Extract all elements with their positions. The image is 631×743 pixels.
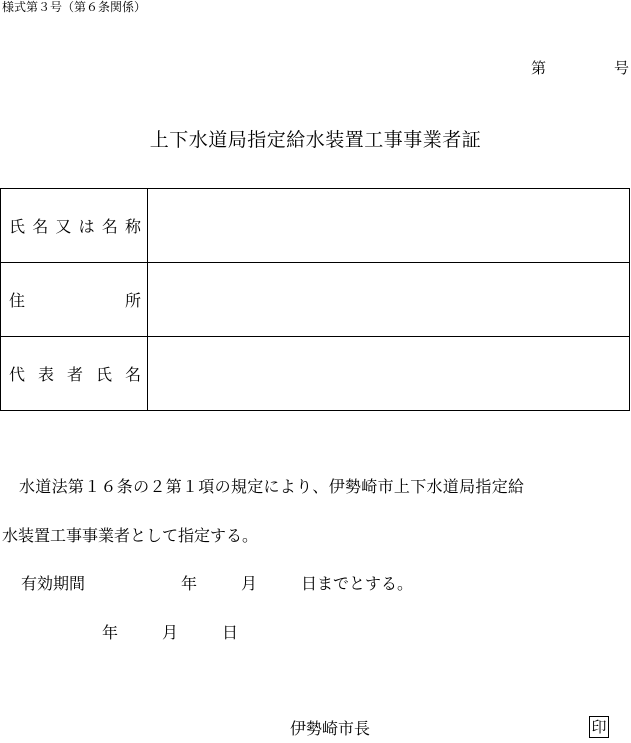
representative-value-cell[interactable] [148, 337, 630, 411]
validity-day: 日までとする。 [301, 574, 414, 593]
issue-date-year: 年 [102, 623, 119, 642]
body-text-line-2: 水装置工事事業者として指定する。 [2, 526, 259, 545]
name-value-cell[interactable] [148, 189, 630, 263]
representative-label [9, 362, 141, 385]
name-label-char: 称 [124, 217, 141, 236]
representative-label-cell [1, 337, 148, 411]
name-label-char: 名 [101, 217, 118, 236]
document-title: 上下水道局指定給水装置工事事業者証 [149, 129, 482, 151]
name-label-cell [1, 189, 148, 263]
body-text-line-1: 水道法第１６条の２第１項の規定により、伊勢崎市上下水道局指定給 [19, 477, 525, 496]
address-label [9, 288, 141, 311]
issue-date-day: 日 [222, 623, 239, 642]
representative-label-char: 代 [9, 365, 26, 384]
name-label [9, 214, 141, 237]
representative-label-char: 氏 [95, 365, 112, 384]
name-label-char: 名 [32, 217, 49, 236]
address-label-left: 住 [9, 291, 26, 310]
seal-box: 印 [589, 716, 609, 738]
form-number: 様式第３号（第６条関係） [2, 0, 147, 14]
table-row-name [1, 189, 630, 263]
name-label-char: は [78, 217, 95, 236]
validity-month: 月 [241, 574, 258, 593]
representative-label-char: 表 [37, 365, 54, 384]
validity-year: 年 [181, 574, 198, 593]
issuer-name: 伊勢崎市長 [290, 719, 371, 738]
certificate-number-suffix: 号 [613, 59, 629, 77]
issue-date-month: 月 [162, 623, 179, 642]
issue-date [0, 623, 631, 643]
address-value-cell[interactable] [148, 263, 630, 337]
validity-label: 有効期間 [21, 574, 86, 593]
table-row-address [1, 263, 630, 337]
name-label-char: 氏 [9, 217, 26, 236]
name-label-char: 又 [55, 217, 72, 236]
representative-label-char: 者 [66, 365, 83, 384]
table-row-representative [1, 337, 630, 411]
registrant-info-table [0, 188, 630, 411]
representative-label-char: 名 [124, 365, 141, 384]
address-label-right: 所 [124, 291, 141, 310]
certificate-number-prefix: 第 [531, 59, 547, 77]
address-label-cell [1, 263, 148, 337]
